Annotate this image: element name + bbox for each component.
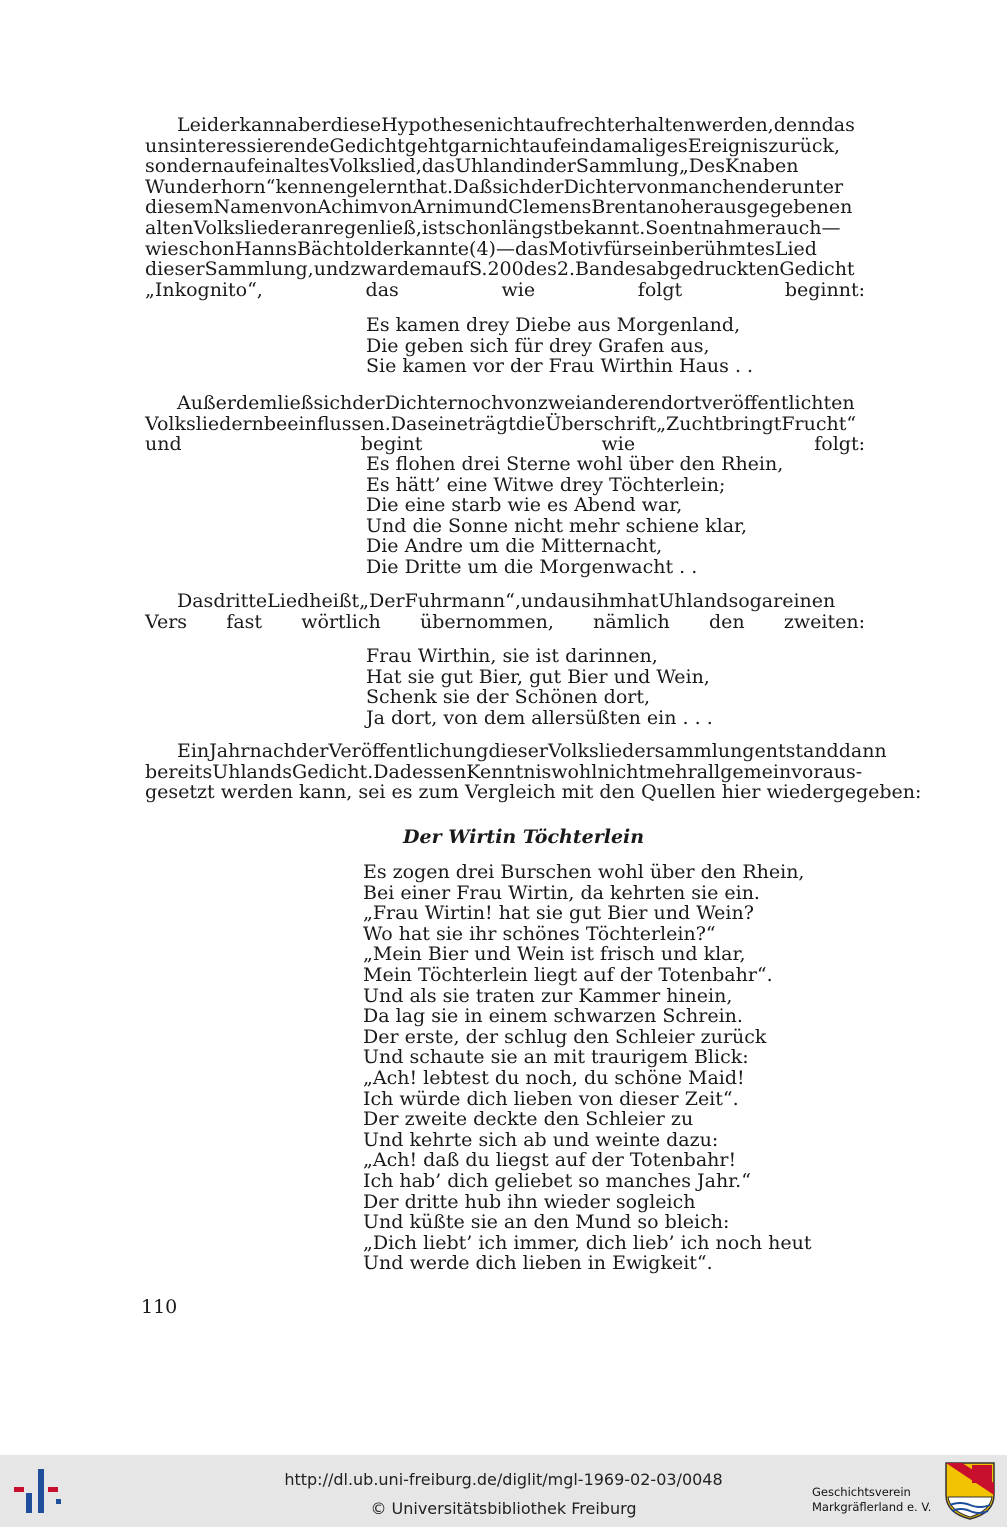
paragraph-1 (145, 115, 865, 300)
source-url-link[interactable]: http://dl.ub.uni-freiburg.de/diglit/mgl-1969-02-03/0048 (284, 1470, 723, 1489)
verse-line: Ich hab’ dich geliebet so manches Jahr.“ (363, 1169, 751, 1192)
verse-line: „Dich liebt’ ich immer, dich lieb’ ich noch heut (363, 1231, 812, 1254)
verse-line: Der erste, der schlug den Schleier zurück (363, 1025, 767, 1048)
society-line-2: Markgräflerland e. V. (812, 1500, 932, 1514)
verse-line: Und kehrte sich ab und weinte dazu: (363, 1128, 719, 1151)
society-name (812, 1485, 931, 1515)
text-line: LeiderkannaberdieseHypothesenichtaufrechterhaltenwerden,denndas (177, 114, 855, 136)
paragraph-4 (145, 740, 922, 804)
verse-line: Die Dritte um die Morgenwacht . . (366, 555, 698, 578)
verse-line: Es kamen drey Diebe aus Morgenland, (366, 314, 741, 336)
verse-line: Da lag sie in einem schwarzen Schrein. (363, 1005, 743, 1028)
verse-inkognito (366, 315, 753, 377)
verse-line: Es zogen drei Burschen wohl über den Rhein, (363, 861, 805, 883)
text-line: DasdritteLiedheißt„DerFuhrmann“,undausihmhatUhlandsogareinen (177, 590, 836, 612)
verse-line: Und als sie traten zur Kammer hinein, (363, 984, 733, 1007)
text-line: diesemNamenvonAchimvonArnimundClemensBrentanoherausgegebenen (145, 196, 853, 219)
verse-line: Mein Töchterlein liegt auf der Totenbahr“. (363, 963, 773, 986)
verse-line: Sie kamen vor der Frau Wirthin Haus . . (366, 355, 754, 378)
verse-line: „Ach! daß du liegst auf der Totenbahr! (363, 1149, 737, 1172)
verse-wirtin-toechterlein (363, 862, 812, 1274)
copyright-text: © Universitätsbibliothek Freiburg (370, 1499, 637, 1518)
verse-line: Und die Sonne nicht mehr schiene klar, (366, 514, 748, 537)
verse-line: Ja dort, von dem allersüßten ein . . . (366, 706, 713, 729)
text-line: AußerdemließsichderDichternochvonzweianderendortveröffentlichten (177, 392, 855, 414)
verse-line: Die eine starb wie es Abend war, (366, 494, 683, 517)
text-line: Vers fast wörtlich übernommen, nämlich den zweiten: (145, 610, 865, 633)
text-line: EinJahrnachderVeröffentlichungdieserVolksliedersammlungentstanddann (177, 740, 887, 762)
society-line-1: Geschichtsverein (812, 1485, 911, 1499)
paragraph-3 (145, 591, 865, 632)
verse-line: Schenk sie der Schönen dort, (366, 686, 651, 709)
verse-line: Hat sie gut Bier, gut Bier und Wein, (366, 665, 710, 688)
verse-line: Und schaute sie an mit traurigem Blick: (363, 1046, 749, 1069)
poem-title: Der Wirtin Töchterlein (403, 826, 645, 848)
verse-line: Frau Wirthin, sie ist darinnen, (366, 645, 658, 667)
verse-line: „Ach! lebtest du noch, du schöne Maid! (363, 1066, 745, 1089)
text-line: unsinteressierendeGedichtgehtgarnichtaufeindamaligesEreigniszurück, (145, 134, 841, 157)
verse-line: Und küßte sie an den Mund so bleich: (363, 1211, 730, 1234)
verse-line: Ich würde dich lieben von dieser Zeit“. (363, 1087, 739, 1110)
text-line: „Inkognito“, das wie folgt beginnt: (145, 278, 865, 301)
verse-line: Der zweite deckte den Schleier zu (363, 1108, 694, 1131)
text-line: sondernaufeinaltesVolkslied,dasUhlandinderSammlung„DesKnaben (145, 155, 799, 178)
coat-of-arms-icon (944, 1461, 996, 1521)
verse-line: Wo hat sie ihr schönes Töchterlein?“ (363, 922, 716, 945)
verse-line: Es hätt’ eine Witwe drey Töchterlein; (366, 473, 726, 496)
verse-line: „Mein Bier und Wein ist frisch und klar, (363, 943, 746, 966)
verse-line: Der dritte hub ihn wieder sogleich (363, 1190, 696, 1213)
text-line: wieschonHannsBächtolderkannte(4)—dasMotivfürseinberühmtesLied (145, 237, 817, 260)
footer-bar (0, 1455, 1007, 1527)
text-line: bereitsUhlandsGedicht.DadessenKenntniswohlnichtmehrallgemeinvoraus- (145, 760, 863, 783)
verse-line: Es flohen drei Sterne wohl über den Rhein, (366, 453, 784, 475)
verse-line: Die Andre um die Mitternacht, (366, 535, 663, 558)
verse-line: „Frau Wirtin! hat sie gut Bier und Wein? (363, 902, 754, 925)
verse-line: Und werde dich lieben in Ewigkeit“. (363, 1252, 713, 1275)
verse-line: Bei einer Frau Wirtin, da kehrten sie ein. (363, 881, 760, 904)
page-number: 110 (141, 1296, 178, 1318)
verse-line: Die geben sich für drey Grafen aus, (366, 334, 710, 357)
text-line: dieserSammlung,undzwardemaufS.200des2.BandesabgedrucktenGedicht (145, 258, 855, 281)
text-line: Wunderhorn“kennengelernthat.DaßsichderDichtervonmanchenderunter (145, 175, 844, 198)
text-line: Volksliedernbeeinflussen.DaseineträgtdieÜberschrift„ZuchtbringtFrucht“ (145, 412, 857, 435)
text-line: gesetzt werden kann, sei es zum Vergleich mit den Quellen hier wiedergegeben: (145, 781, 922, 804)
verse-fuhrmann (366, 646, 713, 728)
text-line: und begint wie folgt: (145, 433, 865, 456)
verse-zucht-bringt-frucht (366, 454, 783, 578)
paragraph-2 (145, 393, 865, 455)
text-line: altenVolksliederanregenließ,istschonlängstbekannt.Soentnahmerauch— (145, 216, 841, 239)
